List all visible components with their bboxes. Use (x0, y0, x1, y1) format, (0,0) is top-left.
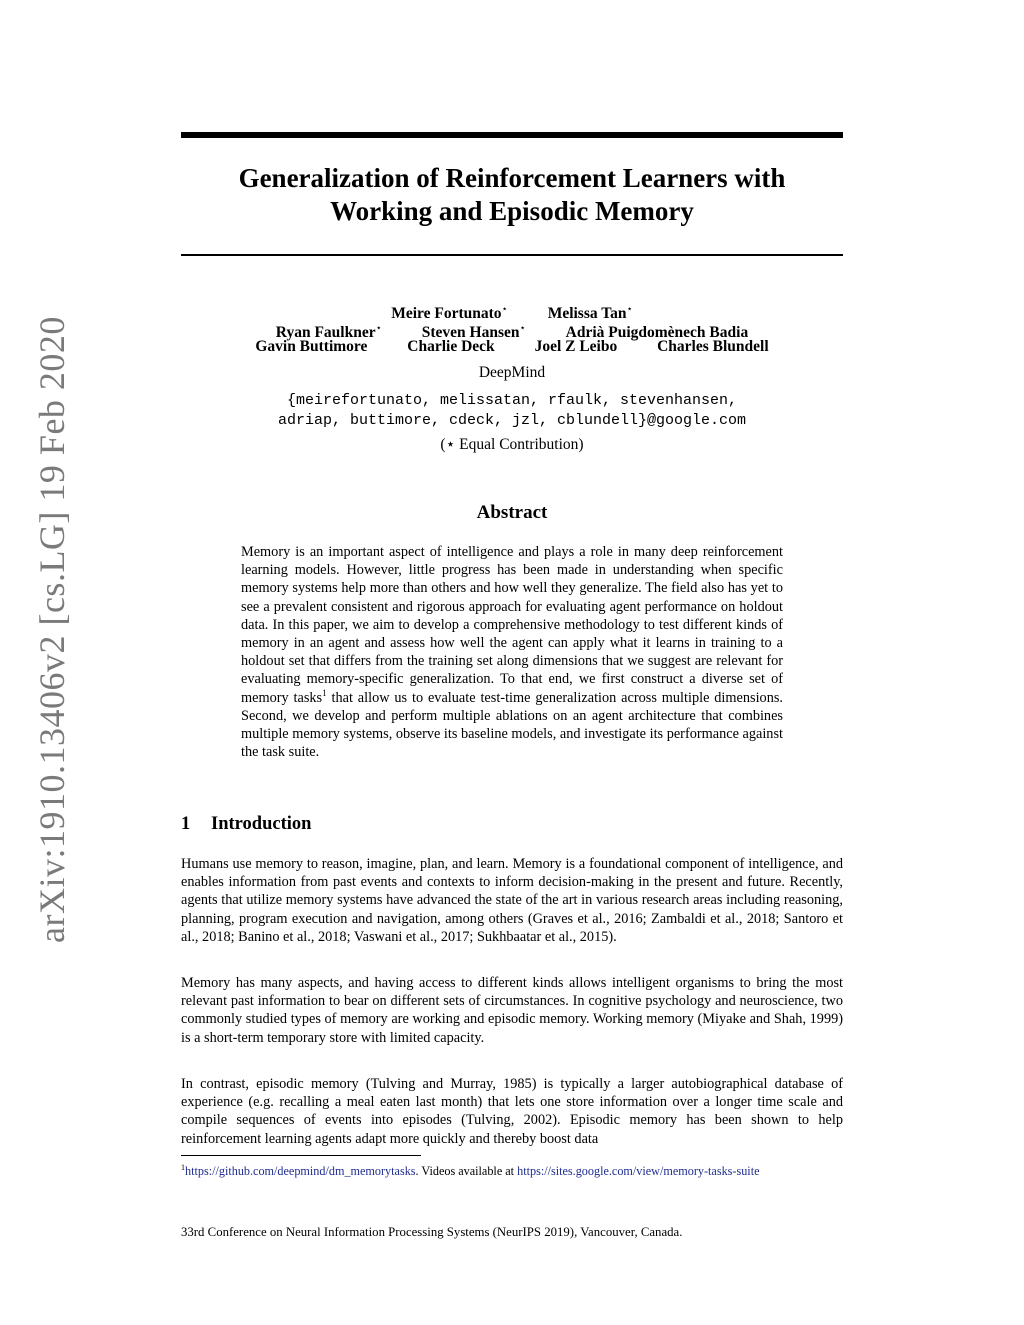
footnote-rule (181, 1155, 421, 1156)
abstract-heading: Abstract (476, 502, 548, 523)
author-name: Joel Z Leibo (534, 338, 618, 355)
title-top-rule (181, 132, 843, 138)
title-bottom-rule (181, 254, 843, 256)
author-name: Ryan Faulkner⋆ (275, 323, 382, 342)
section-title: Introduction (211, 814, 312, 834)
footnote-text: . Videos available at (415, 1164, 518, 1179)
intro-paragraph-1: Humans use memory to reason, imagine, plan, and learn. Memory is a foundational component of intelligence, and enables information from past events and contexts to inform decision-making in the present and future. Recently, agents that utilize memory systems have advanced the state of the art in various research areas including reasoning, planning, program execution and navigation, among others (Graves et al., 2016; Zambaldi et al., 2018; Santoro et al., 2018; Banino et al., 2018; Vaswani et al., 2017; Sukhbaatar et al., 2015). (181, 856, 843, 945)
github-link[interactable]: https://github.com/deepmind/dm_memorytasks (185, 1164, 416, 1179)
footnote (181, 1159, 846, 1180)
author-name: Melissa Tan⋆ (547, 304, 633, 323)
conference-footer: 33rd Conference on Neural Information Processing Systems (NeurIPS 2019), Vancouver, Canada. (181, 1225, 683, 1239)
paper-title (181, 162, 843, 228)
section-number: 1 (181, 814, 191, 834)
intro-paragraph-3: In contrast, episodic memory (Tulving and Murray, 1985) is typically a larger autobiographical database of experience (e.g. recalling a meal eaten last month) that lets one store information over a longer time scale and compile sequences of events into episodes (Tulving, 2002). Episodic memory has been shown to help reinforcement learning agents adapt more quickly and thereby boost data (181, 1076, 843, 1147)
section-heading-introduction (181, 814, 311, 835)
paper-title-line-1: Generalization of Reinforcement Learners with (238, 163, 786, 193)
intro-paragraph-2: Memory has many aspects, and having access to different kinds allows intelligent organisms to bring the most relevant past information to bear on different sets of circumstances. In cognitive psychology and neuroscience, two commonly studied types of memory are working and episodic memory. Working memory (Miyake and Shah, 1999) is a short-term temporary store with limited capacity. (181, 975, 843, 1046)
author-name: Meire Fortunato⋆ (391, 304, 508, 323)
author-name: Adrià Puigdomènech Badia (565, 324, 749, 342)
footnote-marker[interactable]: 1 (322, 687, 327, 698)
abstract-text-part-2: that allow us to evaluate test-time generalization across multiple dimensions. Second, we develop and perform multiple ablations on an agent architecture that combines multiple memory systems, observe its baseline models, and investigate its performance against the task suite. (241, 689, 783, 761)
author-name: Steven Hansen⋆ (421, 323, 526, 342)
paper-title-line-2: Working and Episodic Memory (330, 196, 694, 226)
author-name: Gavin Buttimore (255, 338, 368, 355)
affiliation: DeepMind (478, 364, 546, 381)
author-name: Charles Blundell (657, 338, 769, 355)
footnote-number: 1 (181, 1163, 185, 1172)
author-name: Charlie Deck (407, 338, 495, 355)
abstract-text-part-1: Memory is an important aspect of intelligence and plays a role in many deep reinforcement learning models. However, little progress has been made in understanding when specific memory systems help more than others and how well they generalize. The field also has yet to see a prevalent consistent and rigorous approach for evaluating agent performance on holdout data. In this paper, we aim to develop a comprehensive methodology to test different kinds of memory in an agent and assess how well the agent can apply what it learns in training to a holdout set that differs from the training set along dimensions that we suggest are relevant for evaluating memory-specific generalization. To that end, we first construct a diverse set of memory tasks (241, 544, 783, 706)
emails-line-1: {meirefortunato, melissatan, rfaulk, stevenhansen, (286, 392, 738, 409)
emails-line-2: adriap, buttimore, cdeck, jzl, cblundell}@google.com (277, 412, 747, 429)
author-emails (181, 391, 843, 431)
equal-contribution-note: (⋆ Equal Contribution) (440, 436, 584, 453)
abstract-body (241, 543, 783, 761)
videos-link[interactable]: https://sites.google.com/view/memory-tasks-suite (517, 1164, 760, 1179)
author-row-3 (181, 337, 843, 356)
arxiv-sidebar-stamp: arXiv:1910.13406v2 [cs.LG] 19 Feb 2020 (32, 316, 72, 943)
